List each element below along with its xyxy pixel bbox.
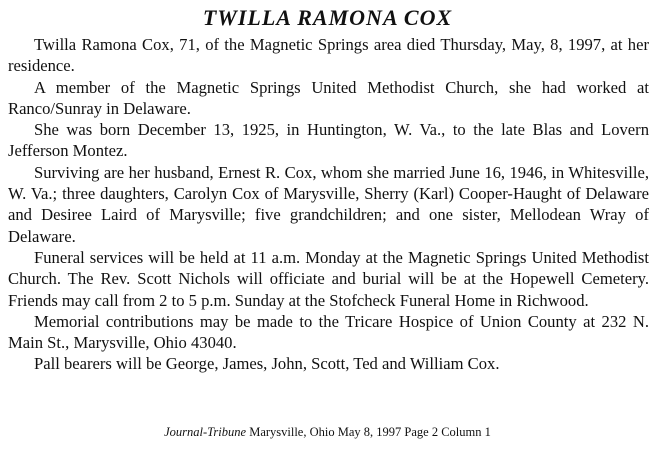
- obituary-title: TWILLA RAMONA COX: [202, 5, 453, 30]
- obituary-paragraph-services: Funeral services will be held at 11 a.m. Monday at the Magnetic Springs United Methodist Church. The Rev. Scott Nichols will officiate and burial will be at the Hopewell Cemetery. Friends may call from 2 to 5 p.m. Sunday at the Stofcheck Funeral Home in Richwood.: [8, 247, 649, 310]
- source-caption: [0, 424, 655, 440]
- obituary-paragraph-survivors: Surviving are her husband, Ernest R. Cox, whom she married June 16, 1946, in Whitesville, W. Va.; three daughters, Carolyn Cox of Marysville, Sherry (Karl) Cooper-Haught of Delaware and Desiree Laird of Marysville; five grandchildren; and one sister, Mellodean Wray of Delaware.: [8, 162, 649, 246]
- obituary-paragraph-death: Twilla Ramona Cox, 71, of the Magnetic Springs area died Thursday, May, 8, 1997, at her residence.: [8, 35, 649, 76]
- publication-details: Marysville, Ohio May 8, 1997 Page 2 Column 1: [249, 425, 491, 439]
- obituary-paragraph-pallbearers: Pall bearers will be George, James, John, Scott, Ted and William Cox.: [34, 354, 500, 374]
- publication-name: Journal-Tribune: [164, 425, 247, 439]
- obituary-paragraph-memorial: Memorial contributions may be made to the Tricare Hospice of Union County at 232 N. Main St., Marysville, Ohio 43040.: [8, 311, 649, 353]
- obituary-body: [8, 34, 649, 375]
- obituary-paragraph-birth: She was born December 13, 1925, in Huntington, W. Va., to the late Blas and Lovern Jefferson Montez.: [8, 120, 649, 161]
- obituary-paragraph-church-work: A member of the Magnetic Springs United Methodist Church, she had worked at Ranco/Sunray in Delaware.: [8, 77, 649, 118]
